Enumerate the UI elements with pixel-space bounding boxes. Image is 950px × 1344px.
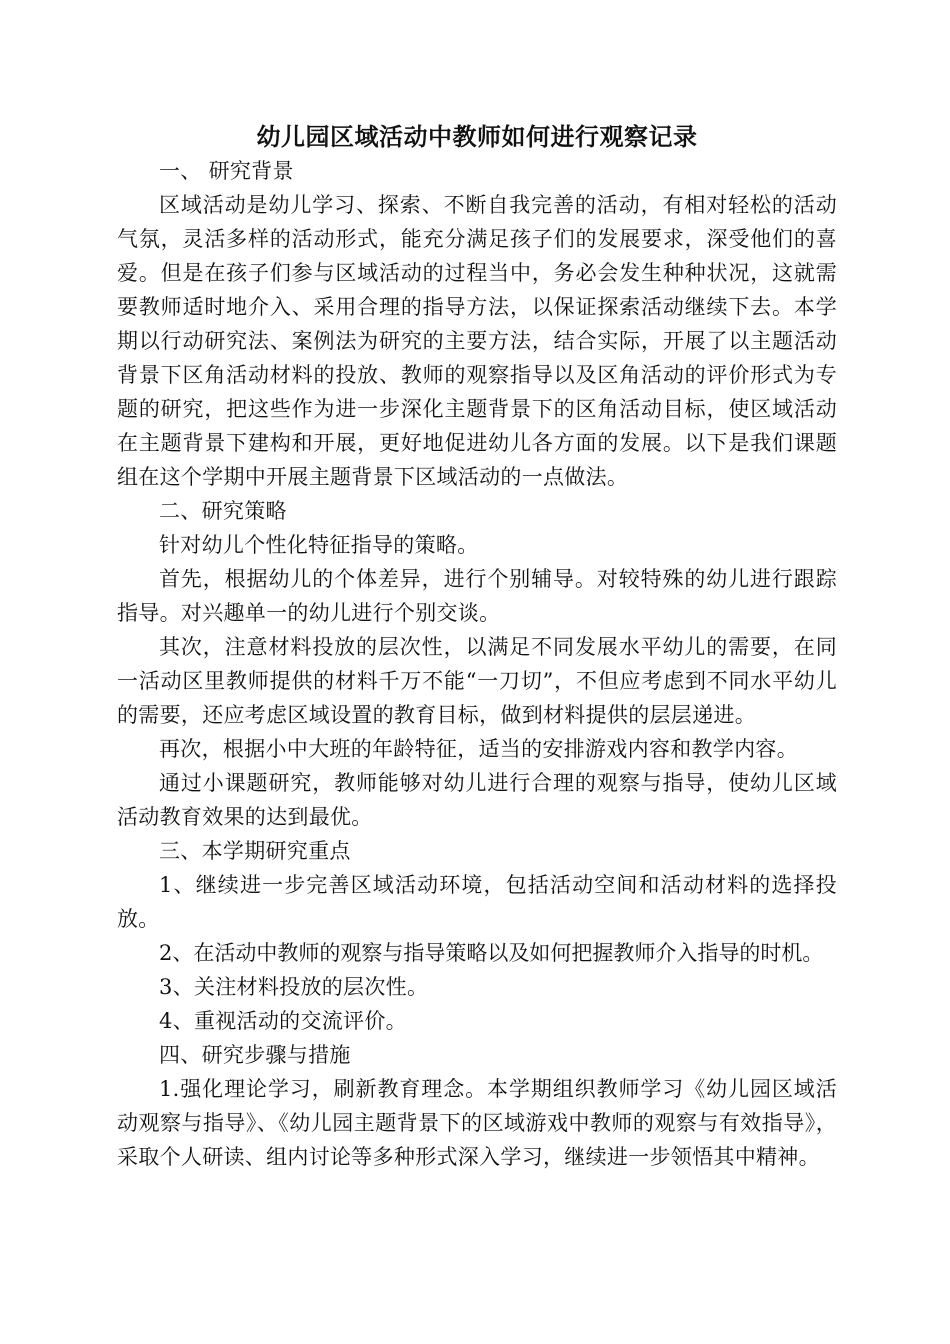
list-item-focus-1: 1、继续进一步完善区域活动环境，包括活动空间和活动材料的选择投放。: [117, 873, 837, 931]
list-item-focus-3: 3、关注材料投放的层次性。: [159, 975, 429, 999]
list-item-focus-4: 4、重视活动的交流评价。: [159, 1009, 407, 1033]
paragraph-strategy-intro: 针对幼儿个性化特征指导的策略。: [159, 533, 479, 557]
document-title: 幼儿园区域活动中教师如何进行观察记录: [256, 122, 698, 151]
section-heading-focus: 三、本学期研究重点: [159, 839, 351, 863]
section-heading-strategy: 二、研究策略: [159, 499, 287, 523]
paragraph-third: 再次，根据小中大班的年龄特征，适当的安排游戏内容和教学内容。: [159, 737, 798, 761]
list-item-focus-2: 2、在活动中教师的观察与指导策略以及如何把握教师介入指导的时机。: [159, 941, 824, 965]
paragraph-second: 其次，注意材料投放的层次性，以满足不同发展水平幼儿的需要，在同一活动区里教师提供的材料千万不能“一刀切”，不但应考虑到不同水平幼儿的需要，还应考虑区域设置的教育目标，做到材料提供的层层递进。: [117, 635, 837, 727]
section-heading-steps: 四、研究步骤与措施: [159, 1043, 351, 1067]
paragraph-steps-1: 1.强化理论学习，刷新教育理念。本学期组织教师学习《幼儿园区域活动观察与指导》、《幼儿园主题背景下的区域游戏中教师的观察与有效指导》，采取个人研读、组内讨论等多种形式深入学习，继续进一步领悟其中精神。: [117, 1077, 837, 1169]
paragraph-first: 首先，根据幼儿的个体差异，进行个别辅导。对较特殊的幼儿进行跟踪指导。对兴趣单一的幼儿进行个别交谈。: [117, 567, 837, 625]
paragraph-background: 区域活动是幼儿学习、探索、不断自我完善的活动，有相对轻松的活动气氛，灵活多样的活动形式，能充分满足孩子们的发展要求，深受他们的喜爱。但是在孩子们参与区域活动的过程当中，务必会发生种种状况，这就需要教师适时地介入、采用合理的指导方法，以保证探索活动继续下去。本学期以行动研究法、案例法为研究的主要方法，结合实际，开展了以主题活动背景下区角活动材料的投放、教师的观察指导以及区角活动的评价形式为专题的研究，把这些作为进一步深化主题背景下的区角活动目标，使区域活动在主题背景下建构和开展，更好地促进幼儿各方面的发展。以下是我们课题组在这个学期中开展主题背景下区域活动的一点做法。: [117, 193, 837, 489]
paragraph-summary: 通过小课题研究，教师能够对幼儿进行合理的观察与指导，使幼儿区域活动教育效果的达到最优。: [117, 771, 837, 829]
document-body: [117, 120, 837, 1174]
section-heading-background: 一、 研究背景: [159, 159, 294, 183]
